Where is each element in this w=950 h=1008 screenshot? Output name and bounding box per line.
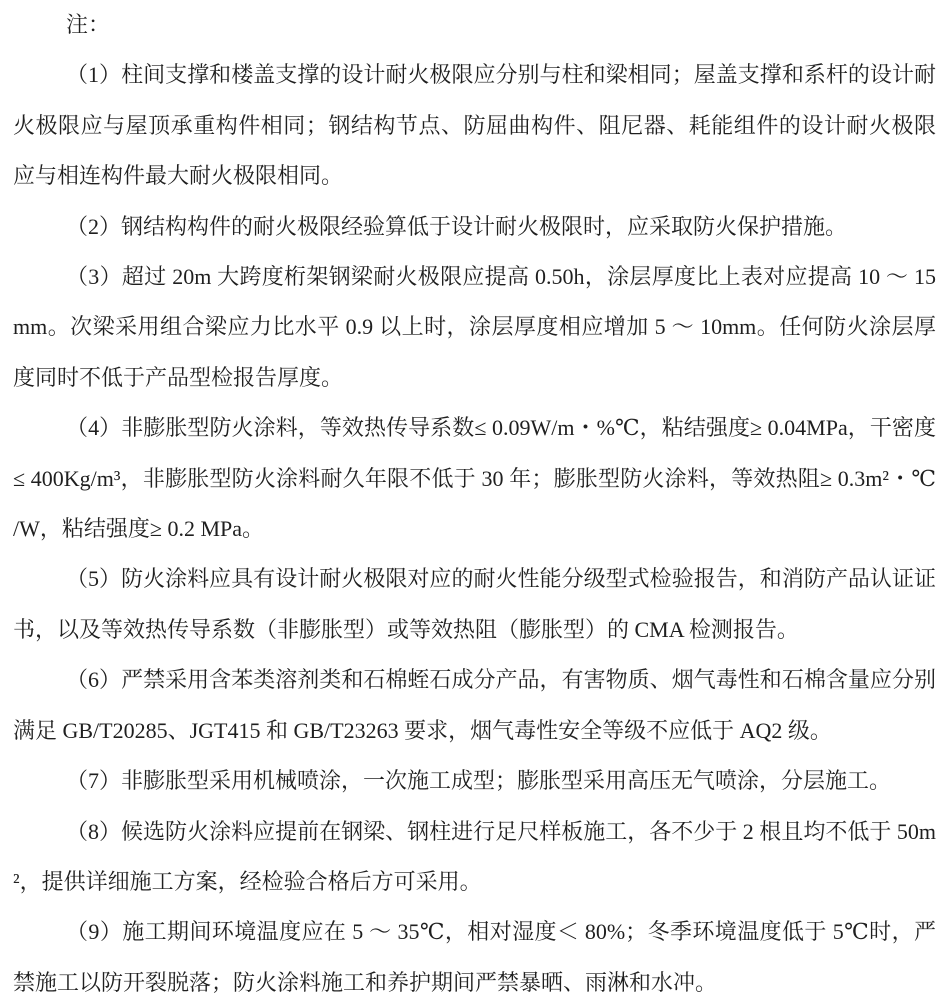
note-item-3: （3）超过 20m 大跨度桁架钢梁耐火极限应提高 0.50h，涂层厚度比上表对应提高 10 ～ 15mm。次梁采用组合梁应力比水平 0.9 以上时，涂层厚度相应增加 5 ～ 10mm。任何防火涂层厚度同时不低于产品型检报告厚度。 xyxy=(13,264,936,390)
note-item-8: （8）候选防火涂料应提前在钢梁、钢柱进行足尺样板施工，各不少于 2 根且均不低于 50m²，提供详细施工方案，经检验合格后方可采用。 xyxy=(13,818,936,894)
note-item-6: （6）严禁采用含苯类溶剂类和石棉蛭石成分产品，有害物质、烟气毒性和石棉含量应分别满足 GB/T20285、JGT415 和 GB/T23263 要求，烟气毒性安全等级不应低于 AQ2 级。 xyxy=(13,667,936,743)
note-item-7: （7）非膨胀型采用机械喷涂，一次施工成型；膨胀型采用高压无气喷涂，分层施工。 xyxy=(66,768,892,794)
note-item-1: （1）柱间支撑和楼盖支撑的设计耐火极限应分别与柱和梁相同；屋盖支撑和系杆的设计耐火极限应与屋顶承重构件相同；钢结构节点、防屈曲构件、阻尼器、耗能组件的设计耐火极限应与相连构件最大耐火极限相同。 xyxy=(13,62,936,189)
note-item-5: （5）防火涂料应具有设计耐火极限对应的耐火性能分级型式检验报告，和消防产品认证证书，以及等效热传导系数（非膨胀型）或等效热阻（膨胀型）的 CMA 检测报告。 xyxy=(13,566,936,642)
note-label: 注： xyxy=(66,12,111,37)
note-item-2: （2）钢结构构件的耐火极限经验算低于设计耐火极限时，应采取防火保护措施。 xyxy=(66,213,848,239)
note-item-4: （4）非膨胀型防火涂料，等效热传导系数≤ 0.09W/m・%℃，粘结强度≥ 0.04MPa，干密度≤ 400Kg/m³，非膨胀型防火涂料耐久年限不低于 30 年；膨胀型防火涂料，等效热阻≥ 0.3m²・℃ /W，粘结强度≥ 0.2 MPa。 xyxy=(13,415,936,542)
note-item-9: （9）施工期间环境温度应在 5 ～ 35℃，相对湿度＜ 80%；冬季环境温度低于 5℃时，严禁施工以防开裂脱落；防火涂料施工和养护期间严禁暴晒、雨淋和水冲。 xyxy=(13,919,936,995)
